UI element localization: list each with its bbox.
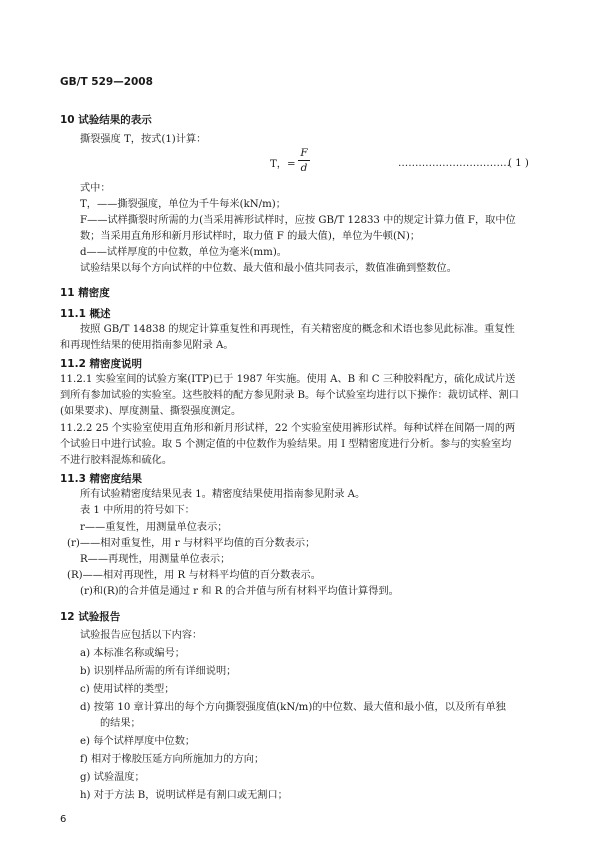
- section-11-3-title: 11.3 精密度结果: [60, 473, 143, 485]
- symbol-definition: (r)——相对重复性，用 r 与材料平均值的百分数表示；: [67, 538, 316, 549]
- formula-number: ( 1 ): [508, 158, 529, 169]
- report-item: e) 每个试样厚度中位数；: [80, 736, 196, 747]
- paragraph-line: 到所有参加试验的实验室。这些胶料的配方参见附录 B。每个试验室均进行以下操作：裁切试样、割口: [60, 390, 519, 401]
- symbol-definition: r——重复性，用测量单位表示；: [80, 522, 228, 533]
- page-number: 6: [60, 814, 67, 825]
- paragraph-line: 和再现性结果的使用指南参见附录 A。: [60, 340, 234, 351]
- formula-lhs: T，=: [270, 159, 296, 170]
- formula-leader-dots: ……………………………: [398, 158, 511, 169]
- section-10-intro: 撕裂强度 T，按式(1)计算：: [80, 134, 207, 145]
- paragraph-line: 11.2.1 实验室间的试验方案(ITP)已于 1987 年实施。使用 A、B 和 C 三种胶料配方，硫化成试片送: [60, 374, 516, 385]
- section-10-title: 10 试验结果的表示: [60, 114, 152, 126]
- report-item: g) 试验温度；: [80, 772, 145, 783]
- section-12-title: 12 试验报告: [60, 611, 121, 623]
- symbol-note: (r)和(R)的合并值是通过 r 和 R 的合并值与所有材料平均值计算得到。: [80, 586, 399, 597]
- report-item: c) 使用试样的类型；: [80, 684, 175, 695]
- report-item: h) 对于方法 B，说明试样是有割口或无割口；: [80, 790, 288, 801]
- paragraph-line: 个试验日中进行试验。取 5 个测定值的中位数作为验结果。用 I 型精密度进行分析。参与的实验室均: [60, 439, 512, 450]
- symbol-definition: R——再现性，用测量单位表示；: [80, 554, 231, 565]
- formula-denominator: d: [300, 162, 308, 174]
- section-11-1-title: 11.1 概述: [60, 308, 111, 320]
- paragraph-line: 所有试验精密度结果见表 1。精密度结果使用指南参见附录 A。: [80, 489, 366, 500]
- section-10-result: 试验结果以每个方向试样的中位数、最大值和最小值共同表示，数值准确到整数位。: [80, 263, 457, 274]
- paragraph-line: 不进行胶料混炼和硫化。: [60, 455, 173, 466]
- report-item: a) 本标准名称或编号；: [80, 648, 185, 659]
- report-item: f) 相对于橡胶压延方向所施加力的方向；: [80, 754, 265, 765]
- fraction-bar: [298, 160, 310, 161]
- paragraph-line: (如果要求)、厚度测量、撕裂强度测定。: [60, 406, 242, 417]
- paragraph-line: 按照 GB/T 14838 的规定计算重复性和再现性，有关精密度的概念和术语也参见此标准。重复性: [80, 324, 515, 335]
- definition-line: T，——撕裂强度，单位为千牛每米(kN/m)；: [80, 199, 286, 210]
- formula-fraction: [296, 147, 312, 174]
- definition-line: F——试样撕裂时所需的力(当采用裤形试样时，应按 GB/T 12833 中的规定计算力值 F，取中位: [80, 215, 516, 226]
- paragraph-line: 11.2.2 25 个实验室使用直角形和新月形试样，22 个实验室使用裤形试样。每种试样在间隔一周的两: [60, 423, 516, 434]
- definition-line: 数；当采用直角形和新月形试样时，取力值 F 的最大值)，单位为牛顿(N)；: [80, 231, 421, 242]
- where-label: 式中：: [80, 183, 111, 194]
- report-item: d) 按第 10 章计算出的每个方向撕裂强度值(kN/m)的中位数、最大值和最小值，以及所有单独: [80, 702, 506, 713]
- section-11-2-title: 11.2 精密度说明: [60, 358, 143, 370]
- report-item: b) 识别样品所需的所有详细说明；: [80, 666, 237, 677]
- section-11-title: 11 精密度: [60, 287, 110, 299]
- standard-number: GB/T 529—2008: [60, 76, 153, 88]
- paragraph-line: 表 1 中所用的符号如下：: [80, 505, 195, 516]
- section-12-intro: 试验报告应包括以下内容：: [80, 630, 203, 641]
- formula-numerator: F: [300, 147, 308, 159]
- report-item-continuation: 的结果；: [100, 718, 141, 729]
- definition-line: d——试样厚度的中位数，单位为毫米(mm)。: [80, 247, 287, 258]
- symbol-definition: (R)——相对再现性，用 R 与材料平均值的百分数表示。: [67, 570, 321, 581]
